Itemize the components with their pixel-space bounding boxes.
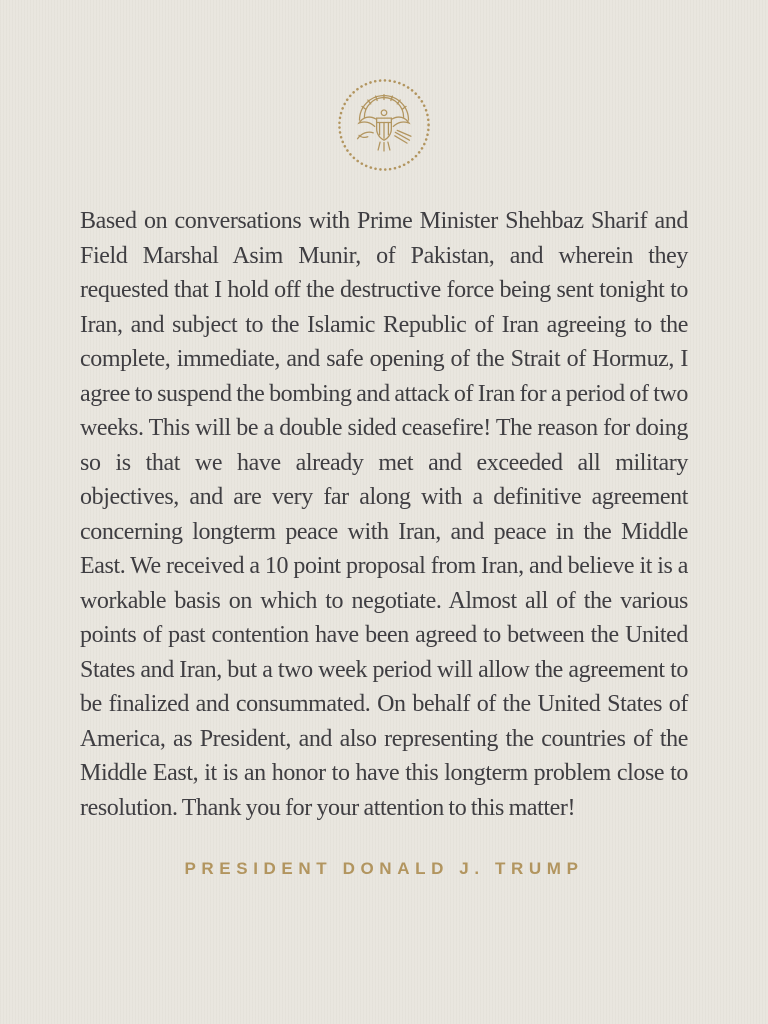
signature-line: PRESIDENT DONALD J. TRUMP [184,859,584,878]
statement-text: Based on conversations with Prime Minister Shehbaz Sharif and Field Marshal Asim Munir, of Pakistan, and wherein they requested that I hold off the destructive force being sent tonight to Iran, and subject to the Islamic Republic of Iran agreeing to the complete, immediate, and safe opening of the Strait of Hormuz, I agree to suspend the bombing and attack of Iran for a period of two weeks. This will be a double sided ceasefire! The reason for doing so is that we have already met and exceeded all military objectives, and are very far along with a definitive agreement concerning longterm peace with Iran, and peace in the Middle East. We received a 10 point proposal from Iran, and believe it is a workable basis on which to negotiate. Almost all of the various points of past contention have been agreed to between the United States and Iran, but a two week period will allow the agreement to be finalized and consummated. On behalf of the United States of America, as President, and also representing the countries of the Middle East, it is an honor to have this longterm problem close to resolution. Thank you for your attention to this matter! [80,208,688,821]
presidential-seal-icon [335,76,433,174]
seal-container [0,0,768,174]
